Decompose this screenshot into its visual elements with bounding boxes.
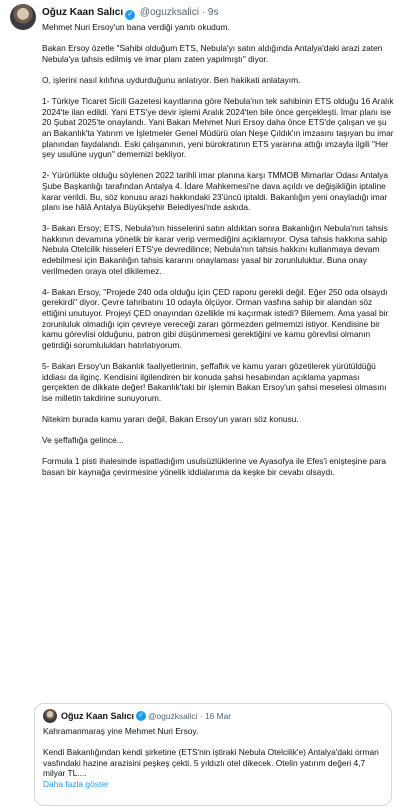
tweet-paragraph: Nitekim burada kamu yararı değil, Bakan Ersoy'un yararı söz konusu. — [42, 413, 299, 424]
quoted-paragraph: Kahramanmaraş yine Mehmet Nuri Ersoy. — [43, 726, 199, 736]
quoted-tweet-text — [43, 726, 383, 779]
quoted-avatar — [43, 709, 57, 723]
verified-badge-icon: ✓ — [125, 10, 135, 20]
author-name[interactable]: Oğuz Kaan Salıcı — [42, 7, 124, 18]
quoted-author-name: Oğuz Kaan Salıcı — [61, 710, 135, 721]
tweet-paragraph: 5- Bakan Ersoy'un Bakanlık faaliyetlerinin, şeffaflık ve kamu yararı gözetilerek yürütüldüğü iddiası da ilginç. Kendisini ilgilendiren bir konuda şahsi hesabından açıklama yapması gerçekten de dikkate değer! Bakanlık'taki bir işlemin Bakan Ersoy'un şahsi meselesi olmasını ise milletin takdirine sunuyorum. — [42, 361, 387, 403]
tweet-paragraph: 3- Bakan Ersoy; ETS, Nebula'nın hisselerini satın aldıktan sonra Bakanlığın Nebula'nın tahsis hakkının devamına yönelik bir karar verip vermediğini açıklamıyor. Oysa tahsis hakkına sahip Nebula Otelcilik hisseleri ETS'ye devredilince; Nebula'nın tahsis hakkını kullanmaya devam edebilmesi için Bakanlığın tahsis kararını onaylaması yasal bir zorunluluktur. Buna onay verilmeden oraya otel dikilemez. — [42, 223, 388, 276]
author-handle[interactable]: @oguzksalici — [139, 7, 199, 18]
quoted-paragraph: Kendi Bakanlığından kendi şirketine (ETS'nin iştiraki Nebula Otelcilik'e) Antalya'daki orman vasfındaki hazine arazisini peşkeş çekti. 5 yıldızlı otel dikecek. Otelin yatırım değeri 4,7 milyar TL.... — [43, 747, 379, 779]
tweet-paragraph: Ve şeffaflığa gelince... — [42, 435, 124, 446]
separator: · — [201, 7, 206, 18]
tweet-paragraph: 4- Bakan Ersoy, "Projede 240 oda olduğu için ÇED raporu gerekli değil. Eğer 250 oda olsaydı gerekirdi" diyor. Çevre tahribatını 10 odayla ölçüyor. Orman vasfına sahip bir alandan söz ettiğini unutuyor. Projeyi ÇED onayından özellikle mi kaçırmak istedi? Bilemem. Ama yasal bir zorunluluk olmadığı için çevreye vereceği zararı görmezden gelmemizi istiyor. Kendisine bir kamu görevlisi olduğunu, patron gibi düşünmemesi gerektiğini ve kamu görevlisi olmanın getirdiği sorumlulukları hatırlatıyorum. — [42, 286, 389, 350]
show-more-link[interactable]: Daha fazla göster — [43, 778, 109, 789]
tweet-text — [42, 22, 396, 488]
tweet-paragraph: Bakan Ersoy özetle "Sahibi olduğum ETS, Nebula'yı satın aldığında Antalya'daki arazi zaten Nebula'ya tahsis edilmiş ve imar planı zaten yapılmıştı" diyor. — [42, 43, 383, 64]
tweet-header — [42, 6, 218, 20]
quoted-tweet[interactable] — [34, 703, 392, 806]
quoted-tweet-header — [43, 709, 383, 723]
tweet-paragraph: Formula 1 pisti ihalesinde ispatladığım usulsüzlüklerine ve Ayasofya ile Efes'i enişteşine para basan bir kaynağa çevirmesine yönelik iddialarıma da keşke bir cevabı olsaydı. — [42, 456, 387, 477]
quoted-date: 16 Mar — [204, 710, 232, 721]
quoted-author-handle: @oguzksalici — [148, 710, 198, 721]
verified-badge-icon: ✓ — [136, 711, 146, 721]
tweet-paragraph: 2- Yürürlükte olduğu söylenen 2022 tarihli imar planına karşı TMMOB Mimarlar Odası Antalya Şube Başkanlığı tarafından Antalya 4. İdare Mahkemesi'ne dava açıldı ve değişikliğin iptaline karar verildi. Bu, söz konusu arazi hakkındaki 23'üncü iptaldi. Bakanlığın yeni onayladığı imar planı ise hâlâ Antalya Büyükşehir Belediyesi'nde askıda. — [42, 170, 389, 213]
tweet-time[interactable]: 9s — [207, 7, 219, 18]
tweet-paragraph: Mehmet Nuri Ersoy'un bana verdiği yanıtı okudum. — [42, 22, 230, 32]
tweet-paragraph: O, işlerini nasıl kılıfına uydurduğunu anlatıyor. Ben hakikati anlatayım. — [42, 74, 301, 85]
avatar[interactable] — [10, 4, 36, 30]
separator: · — [199, 710, 203, 721]
tweet-paragraph: 1- Türkiye Ticaret Sicili Gazetesi kayıtlarına göre Nebula'nın tek sahibinin ETS olduğu 16 Aralık 2024'te ilan edildi. Yani ETS'ye devir işlemi Aralık 2024'ten bile önce gerçekleşti. İmar planı ise 20 Şubat 2025'te onaylandı. Yani Bakan Mehmet Nuri Ersoy daha önce ETS'de çalışan ve şu an Bakanlık'ta Yatırım ve İşletmeler Genel Müdürü olan Neşe Çıldık'ın imzasını taşıyan bu imar planından faydalandı. Eski çalışanının, yeni bürokratının ETS yararına attığı imzayla ilgili "Her şey usulüne uygun" dememizi bekliyor. — [42, 96, 394, 160]
